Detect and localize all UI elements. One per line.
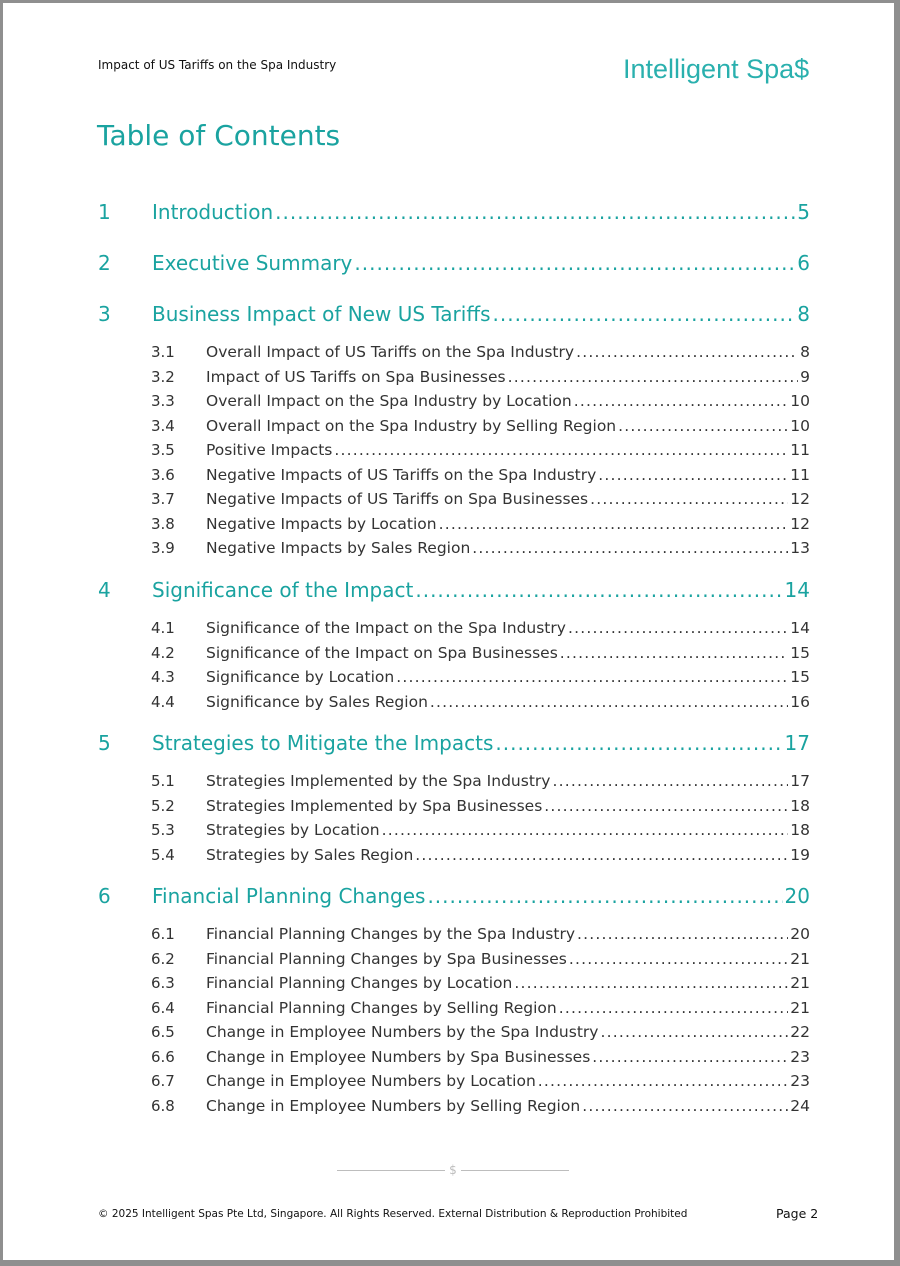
toc-subentry[interactable] xyxy=(97,668,810,686)
toc-subentry-number: 3.5 xyxy=(151,441,175,459)
toc-subentry-title: Significance by Location xyxy=(206,668,395,686)
toc-heading: Table of Contents xyxy=(97,119,341,152)
toc-subentry-title: Change in Employee Numbers by Spa Businesses xyxy=(206,1047,591,1066)
toc-subentry-title: Overall Impact on the Spa Industry by Selling Region xyxy=(206,416,617,435)
toc-subentry[interactable] xyxy=(97,1072,810,1090)
toc-subentry-page: 18 xyxy=(790,821,810,839)
toc-leader-dots xyxy=(430,693,788,711)
toc-subentry-number: 4.4 xyxy=(151,692,175,711)
toc-subentry-page: 11 xyxy=(790,441,810,459)
toc-subentry-title: Negative Impacts by Location xyxy=(206,514,437,533)
toc-entry-page: 6 xyxy=(797,251,810,275)
toc-subentry-number: 3.6 xyxy=(151,465,175,484)
toc-subentry-number: 6.7 xyxy=(151,1072,175,1090)
toc-subentry-title: Strategies by Location xyxy=(206,821,380,839)
toc-subentry-number: 3.7 xyxy=(151,490,175,508)
toc-subentry[interactable] xyxy=(97,1097,810,1115)
toc-entry-number: 2 xyxy=(98,251,111,275)
toc-subentry-number: 3.4 xyxy=(151,416,175,435)
toc-subentry[interactable] xyxy=(97,772,810,790)
toc-subentry-title: Financial Planning Changes by Selling Region xyxy=(206,998,557,1017)
toc-subentry-title: Negative Impacts of US Tariffs on the Spa Industry xyxy=(206,465,597,484)
toc-subentry[interactable] xyxy=(97,693,810,711)
toc-subentry-number: 3.3 xyxy=(151,392,175,410)
toc-subentry-title: Financial Planning Changes by the Spa Industry xyxy=(206,925,576,943)
toc-subentry-number: 6.8 xyxy=(151,1096,175,1115)
toc-subentry-page: 23 xyxy=(790,1047,810,1066)
toc-subentry-title: Change in Employee Numbers by the Spa Industry xyxy=(206,1023,599,1041)
toc-subentry-title: Change in Employee Numbers by Selling Region xyxy=(206,1096,581,1115)
toc-subentry-title: Significance by Sales Region xyxy=(206,692,428,711)
toc-subentry[interactable] xyxy=(97,490,810,508)
document-page xyxy=(3,3,894,1260)
copyright-notice: © 2025 Intelligent Spas Pte Ltd, Singapore. All Rights Reserved. External Distribution & Reproduction Prohibited xyxy=(98,1208,688,1220)
toc-subentry[interactable] xyxy=(97,619,810,637)
toc-subentry-number: 6.6 xyxy=(151,1047,175,1066)
toc-entry[interactable] xyxy=(97,731,810,755)
toc-leader-dots xyxy=(582,1097,788,1115)
divider-line-left xyxy=(337,1170,445,1171)
toc-leader-dots xyxy=(577,925,788,943)
toc-subentry-number: 6.5 xyxy=(151,1023,175,1041)
toc-subentry-page: 24 xyxy=(790,1096,810,1115)
toc-subentry[interactable] xyxy=(97,846,810,864)
toc-entry-page: 5 xyxy=(797,200,810,224)
toc-subentry-number: 5.4 xyxy=(151,845,175,864)
toc-entry-title: Executive Summary xyxy=(152,251,353,275)
toc-subentry-number: 6.3 xyxy=(151,974,175,992)
toc-leader-dots xyxy=(493,302,796,326)
toc-subentry-title: Financial Planning Changes by Spa Businesses xyxy=(206,949,567,968)
toc-entry[interactable] xyxy=(97,302,810,326)
toc-subentry-page: 16 xyxy=(790,692,810,711)
toc-entry-title: Financial Planning Changes xyxy=(152,884,426,908)
toc-subentry-title: Overall Impact of US Tariffs on the Spa Industry xyxy=(206,343,575,361)
toc-leader-dots xyxy=(590,490,788,508)
toc-subentry-title: Strategies Implemented by the Spa Industry xyxy=(206,772,551,790)
toc-entry[interactable] xyxy=(97,251,810,275)
toc-leader-dots xyxy=(427,884,782,908)
toc-leader-dots xyxy=(415,578,782,602)
toc-subentry-page: 15 xyxy=(790,643,810,662)
toc-subentry[interactable] xyxy=(97,392,810,410)
toc-leader-dots xyxy=(382,821,789,839)
toc-leader-dots xyxy=(576,343,798,361)
toc-subentry-number: 3.1 xyxy=(151,343,175,361)
toc-leader-dots xyxy=(508,368,799,386)
toc-subentry-number: 3.9 xyxy=(151,539,175,557)
toc-leader-dots xyxy=(354,251,795,275)
toc-subentry-page: 21 xyxy=(790,974,810,992)
toc-subentry-title: Overall Impact on the Spa Industry by Location xyxy=(206,392,572,410)
toc-subentry-title: Impact of US Tariffs on Spa Businesses xyxy=(206,367,506,386)
toc-subentry-page: 22 xyxy=(790,1023,810,1041)
toc-subentry-page: 8 xyxy=(800,343,810,361)
toc-leader-dots xyxy=(560,644,788,662)
toc-subentry[interactable] xyxy=(97,797,810,815)
toc-subentry[interactable] xyxy=(97,1048,810,1066)
toc-leader-dots xyxy=(600,1023,788,1041)
toc-entry[interactable] xyxy=(97,200,810,224)
toc-subentry-page: 11 xyxy=(790,465,810,484)
toc-leader-dots xyxy=(598,466,788,484)
toc-leader-dots xyxy=(514,974,788,992)
toc-subentry[interactable] xyxy=(97,974,810,992)
toc-subentry[interactable] xyxy=(97,821,810,839)
intelligent-spas-logo: Intelligent Spa$ xyxy=(623,54,810,84)
toc-leader-dots xyxy=(618,417,788,435)
toc-subentry-title: Positive Impacts xyxy=(206,441,333,459)
toc-subentry-page: 13 xyxy=(790,539,810,557)
toc-subentry[interactable] xyxy=(97,368,810,386)
toc-subentry-page: 12 xyxy=(790,514,810,533)
toc-subentry[interactable] xyxy=(97,1023,810,1041)
toc-entry-number: 3 xyxy=(98,302,111,326)
toc-leader-dots xyxy=(439,515,789,533)
toc-subentry-title: Strategies Implemented by Spa Businesses xyxy=(206,796,543,815)
toc-subentry-page: 18 xyxy=(790,796,810,815)
toc-subentry-number: 6.1 xyxy=(151,925,175,943)
toc-entry-page: 17 xyxy=(784,731,810,755)
toc-subentry-page: 15 xyxy=(790,668,810,686)
toc-subentry-number: 5.3 xyxy=(151,821,175,839)
toc-subentry-page: 10 xyxy=(790,416,810,435)
toc-subentry-page: 19 xyxy=(790,845,810,864)
toc-leader-dots xyxy=(396,668,788,686)
toc-subentry-title: Strategies by Sales Region xyxy=(206,845,414,864)
toc-subentry-page: 14 xyxy=(790,619,810,637)
toc-subentry-title: Significance of the Impact on Spa Businesses xyxy=(206,643,558,662)
toc-subentry[interactable] xyxy=(97,950,810,968)
toc-leader-dots xyxy=(574,392,789,410)
toc-entry-page: 20 xyxy=(784,884,810,908)
toc-leader-dots xyxy=(472,539,788,557)
document-header-title: Impact of US Tariffs on the Spa Industry xyxy=(98,58,337,72)
toc-subentry[interactable] xyxy=(97,441,810,459)
toc-entry-page: 8 xyxy=(797,302,810,326)
toc-leader-dots xyxy=(415,846,788,864)
toc-leader-dots xyxy=(544,797,788,815)
toc-subentry[interactable] xyxy=(97,515,810,533)
toc-entry-title: Business Impact of New US Tariffs xyxy=(152,302,491,326)
toc-leader-dots xyxy=(275,200,795,224)
toc-subentry[interactable] xyxy=(97,925,810,943)
toc-subentry[interactable] xyxy=(97,644,810,662)
toc-subentry-page: 21 xyxy=(790,998,810,1017)
toc-subentry-number: 4.2 xyxy=(151,643,175,662)
toc-subentry-number: 5.1 xyxy=(151,772,175,790)
toc-subentry-number: 5.2 xyxy=(151,796,175,815)
toc-entry-title: Significance of the Impact xyxy=(152,578,414,602)
toc-subentry[interactable] xyxy=(97,466,810,484)
toc-subentry-page: 10 xyxy=(790,392,810,410)
toc-subentry-page: 20 xyxy=(790,925,810,943)
toc-subentry[interactable] xyxy=(97,999,810,1017)
toc-leader-dots xyxy=(569,950,788,968)
toc-subentry-page: 12 xyxy=(790,490,810,508)
toc-subentry[interactable] xyxy=(97,343,810,361)
toc-leader-dots xyxy=(334,441,788,459)
toc-subentry-number: 4.1 xyxy=(151,619,175,637)
toc-subentry-title: Significance of the Impact on the Spa Industry xyxy=(206,619,566,637)
toc-leader-dots xyxy=(568,619,788,637)
toc-subentry-title: Negative Impacts of US Tariffs on Spa Businesses xyxy=(206,490,589,508)
toc-entry-number: 4 xyxy=(98,578,111,602)
page-number: Page 2 xyxy=(776,1206,819,1221)
toc-subentry-number: 6.2 xyxy=(151,949,175,968)
dollar-mark-icon: $ xyxy=(449,1163,457,1177)
toc-leader-dots xyxy=(538,1072,788,1090)
toc-entry-number: 5 xyxy=(98,731,111,755)
toc-entry-number: 1 xyxy=(98,200,111,224)
toc-leader-dots xyxy=(559,999,789,1017)
toc-subentry[interactable] xyxy=(97,417,810,435)
divider-line-right xyxy=(461,1170,569,1171)
toc-subentry[interactable] xyxy=(97,539,810,557)
toc-subentry-title: Negative Impacts by Sales Region xyxy=(206,539,471,557)
toc-subentry-title: Change in Employee Numbers by Location xyxy=(206,1072,536,1090)
toc-subentry-number: 3.2 xyxy=(151,367,175,386)
toc-entry-title: Strategies to Mitigate the Impacts xyxy=(152,731,494,755)
toc-subentry-number: 3.8 xyxy=(151,514,175,533)
toc-entry-page: 14 xyxy=(784,578,810,602)
toc-entry[interactable] xyxy=(97,884,810,908)
toc-subentry-number: 4.3 xyxy=(151,668,175,686)
toc-entry-title: Introduction xyxy=(152,200,274,224)
toc-subentry-page: 23 xyxy=(790,1072,810,1090)
toc-entry-number: 6 xyxy=(98,884,111,908)
toc-subentry-page: 17 xyxy=(790,772,810,790)
toc-leader-dots xyxy=(495,731,782,755)
footer-divider xyxy=(337,1164,569,1178)
toc-leader-dots xyxy=(592,1048,788,1066)
toc-subentry-page: 9 xyxy=(800,367,810,386)
toc-subentry-number: 6.4 xyxy=(151,998,175,1017)
toc-subentry-title: Financial Planning Changes by Location xyxy=(206,974,513,992)
toc-entry[interactable] xyxy=(97,578,810,602)
toc-leader-dots xyxy=(552,772,788,790)
toc-subentry-page: 21 xyxy=(790,949,810,968)
